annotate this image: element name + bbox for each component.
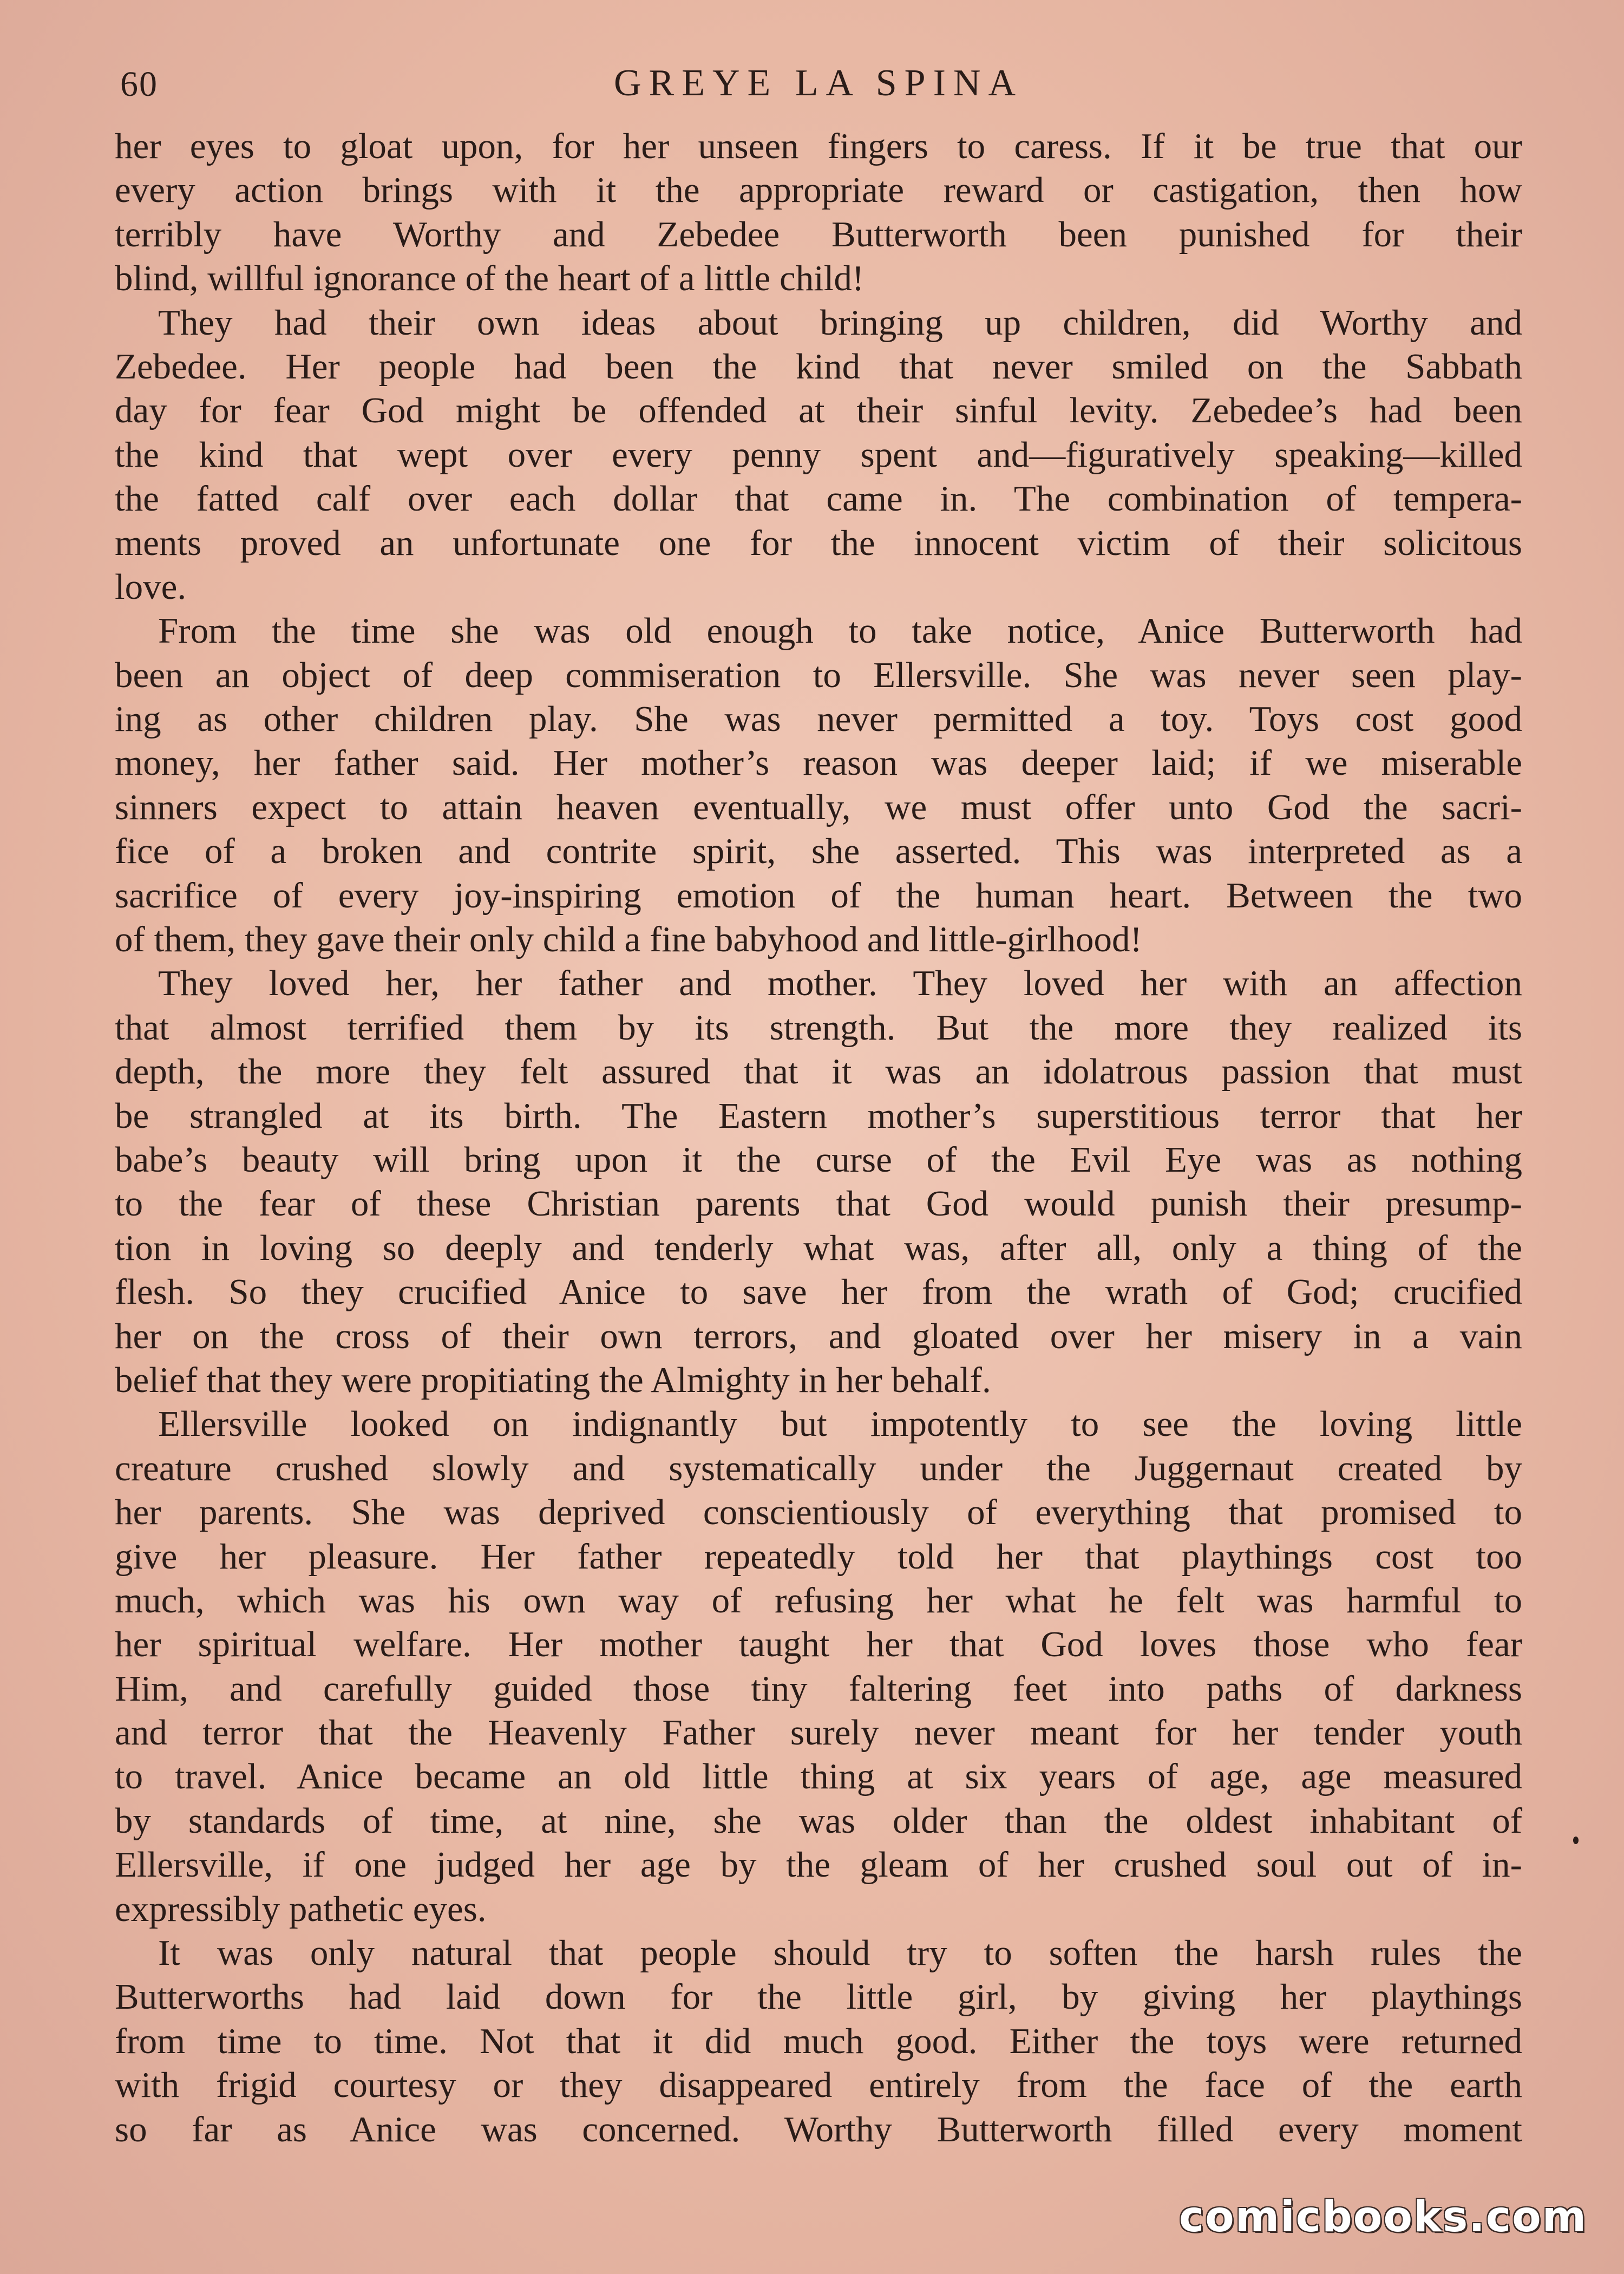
text-line: the fatted calf over each dollar that came in. The combination of tempera- [115, 479, 1522, 519]
text-line: depth, the more they felt assured that it was an idolatrous passion that must [115, 1051, 1522, 1092]
text-line: much, which was his own way of refusing her what he felt was harmful to [115, 1580, 1522, 1620]
text-line: to travel. Anice became an old little thing at six years of age, age measured [115, 1756, 1522, 1797]
text-line: It was only natural that people should try to soften the harsh rules the [158, 1933, 1522, 1974]
text-line: with frigid courtesy or they disappeared entirely from the face of the earth [115, 2065, 1522, 2106]
text-line: so far as Anice was concerned. Worthy Butterworth filled every moment [115, 2109, 1522, 2149]
running-head [115, 54, 1522, 125]
text-line: her spiritual welfare. Her mother taught her that God loves those who fear [115, 1624, 1522, 1665]
text-line: and terror that the Heavenly Father surely never meant for her tender youth [115, 1713, 1522, 1753]
text-line: Him, and carefully guided those tiny faltering feet into paths of darkness [115, 1668, 1522, 1709]
book-page [115, 54, 1522, 2220]
text-line: her parents. She was deprived conscientiously of everything that promised to [115, 1492, 1522, 1533]
text-line: ments proved an unfortunate one for the innocent victim of their solicitous [115, 522, 1522, 563]
text-line: be strangled at its birth. The Eastern mother’s superstitious terror that her [115, 1095, 1522, 1136]
running-title: GREYE LA SPINA [613, 62, 1024, 104]
text-line: belief that they were propitiating the Almighty in her behalf. [115, 1360, 991, 1400]
text-line: terribly have Worthy and Zebedee Butterworth been punished for their [115, 214, 1522, 254]
text-line: every action brings with it the appropriate reward or castigation, then how [115, 170, 1522, 211]
text-line: sacrifice of every joy-inspiring emotion of the human heart. Between the two [115, 875, 1522, 916]
text-line: Ellersville looked on indignantly but impotently to see the loving little [158, 1404, 1522, 1445]
text-line: her eyes to gloat upon, for her unseen fingers to caress. If it be true that our [115, 126, 1522, 166]
watermark: comicbooks.com [1178, 2193, 1587, 2242]
text-line: been an object of deep commiseration to Ellersville. She was never seen play- [115, 655, 1522, 695]
text-line: her on the cross of their own terrors, and gloated over her misery in a vain [115, 1316, 1522, 1356]
page-number: 60 [120, 64, 158, 104]
text-line: From the time she was old enough to take notice, Anice Butterworth had [158, 611, 1522, 651]
text-line: by standards of time, at nine, she was older than the oldest inhabitant of [115, 1800, 1522, 1841]
text-line: blind, willful ignorance of the heart of a little child! [115, 258, 865, 299]
text-line: that almost terrified them by its strength. But the more they realized its [115, 1007, 1522, 1048]
paragraph-2 [115, 301, 1522, 610]
paragraph-4 [115, 962, 1522, 1402]
text-line: ing as other children play. She was never permitted a toy. Toys cost good [115, 699, 1522, 740]
text-line: from time to time. Not that it did much good. Either the toys were returned [115, 2021, 1522, 2061]
paragraph-6 [115, 1931, 1522, 2152]
text-line: love. [115, 566, 187, 607]
text-line: creature crushed slowly and systematically under the Juggernaut created by [115, 1448, 1522, 1488]
text-line: expressibly pathetic eyes. [115, 1889, 487, 1929]
text-line: Ellersville, if one judged her age by the gleam of her crushed soul out of in- [115, 1845, 1522, 1885]
text-line: day for fear God might be offended at their sinful levity. Zebedee’s had been [115, 390, 1522, 431]
text-line: money, her father said. Her mother’s reason was deeper laid; if we miserable [115, 743, 1522, 783]
text-line: sinners expect to attain heaven eventually, we must offer unto God the sacri- [115, 787, 1522, 827]
text-line: flesh. So they crucified Anice to save her from the wrath of God; crucified [115, 1272, 1522, 1312]
text-line: give her pleasure. Her father repeatedly told her that playthings cost too [115, 1536, 1522, 1577]
text-line: They had their own ideas about bringing up children, did Worthy and [158, 302, 1522, 343]
text-line: babe’s beauty will bring upon it the curse of the Evil Eye was as nothing [115, 1139, 1522, 1180]
text-line: fice of a broken and contrite spirit, she asserted. This was interpreted as a [115, 831, 1522, 872]
paragraph-3 [115, 609, 1522, 962]
paragraph-5 [115, 1402, 1522, 1931]
text-line: They loved her, her father and mother. They loved her with an affection [158, 963, 1522, 1004]
text-line: Zebedee. Her people had been the kind that never smiled on the Sabbath [115, 346, 1522, 387]
body-text [115, 125, 1522, 2152]
ink-speck [1573, 1837, 1579, 1844]
text-line: of them, they gave their only child a fine babyhood and little-girlhood! [115, 919, 1142, 960]
text-line: to the fear of these Christian parents that God would punish their presump- [115, 1184, 1522, 1224]
paragraph-1 [115, 125, 1522, 301]
text-line: tion in loving so deeply and tenderly what was, after all, only a thing of the [115, 1227, 1522, 1268]
text-line: Butterworths had laid down for the little girl, by giving her playthings [115, 1977, 1522, 2017]
text-line: the kind that wept over every penny spent and—figuratively speaking—killed [115, 434, 1522, 475]
